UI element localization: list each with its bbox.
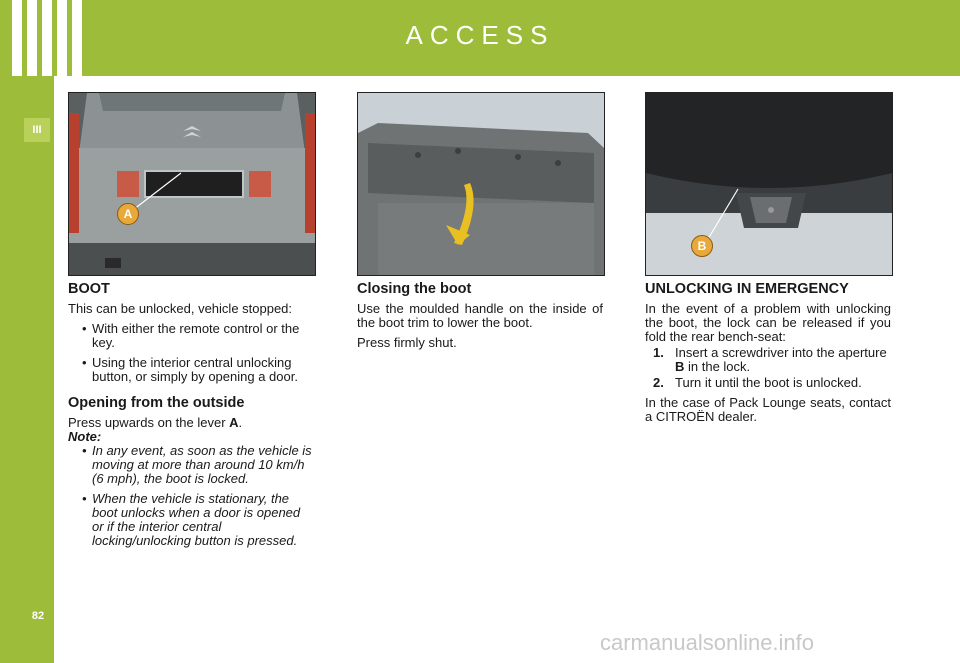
list-item: • In any event, as soon as the vehicle is moving at more than around 10 km/h (6 mph), the boot is locked. bbox=[82, 443, 312, 486]
heading-opening: Opening from the outside bbox=[68, 395, 245, 411]
label-a-marker: A bbox=[117, 203, 139, 225]
step-item: 1. Insert a screwdriver into the aperture B in the lock. bbox=[653, 345, 887, 374]
page-number: 82 bbox=[31, 610, 45, 622]
heading-emergency: UNLOCKING IN EMERGENCY bbox=[645, 281, 849, 297]
column-closing bbox=[357, 282, 603, 356]
list-item: • Using the interior central unlocking button, or simply by opening a door. bbox=[82, 355, 298, 384]
lounge-note: In the case of Pack Lounge seats, contact a CITROËN dealer. bbox=[645, 395, 891, 424]
page-title: ACCESS bbox=[405, 20, 555, 50]
closing-text: Use the moulded handle on the inside of the boot trim to lower the boot. bbox=[357, 301, 603, 330]
list-item: • With either the remote control or the key. bbox=[82, 321, 300, 350]
closing-text-2: Press firmly shut. bbox=[357, 335, 457, 350]
note-label: Note: bbox=[68, 429, 102, 444]
label-b-marker: B bbox=[691, 235, 713, 257]
column-boot bbox=[68, 282, 314, 554]
chapter-tab[interactable]: III bbox=[24, 118, 50, 142]
step-item: 2. Turn it until the boot is unlocked. bbox=[653, 375, 862, 390]
photo-boot-rear bbox=[68, 92, 316, 276]
column-emergency bbox=[645, 282, 891, 430]
emergency-intro: In the event of a problem with unlocking the boot, the lock can be released if you fold the rear bench-seat: bbox=[645, 301, 891, 344]
heading-boot: BOOT bbox=[68, 281, 110, 297]
watermark: carmanualsonline.info bbox=[600, 630, 815, 655]
boot-intro: This can be unlocked, vehicle stopped: bbox=[68, 301, 293, 316]
opening-text: Press upwards on the lever A. bbox=[68, 415, 243, 430]
list-item: • When the vehicle is stationary, the boot unlocks when a door is opened or if the interior central locking/unlocking button is pressed. bbox=[82, 491, 301, 548]
photo-boot-closing bbox=[357, 92, 605, 276]
header-bar bbox=[0, 0, 960, 76]
heading-closing: Closing the boot bbox=[357, 281, 472, 297]
photo-emergency-lock bbox=[645, 92, 893, 276]
sidebar bbox=[0, 76, 54, 663]
